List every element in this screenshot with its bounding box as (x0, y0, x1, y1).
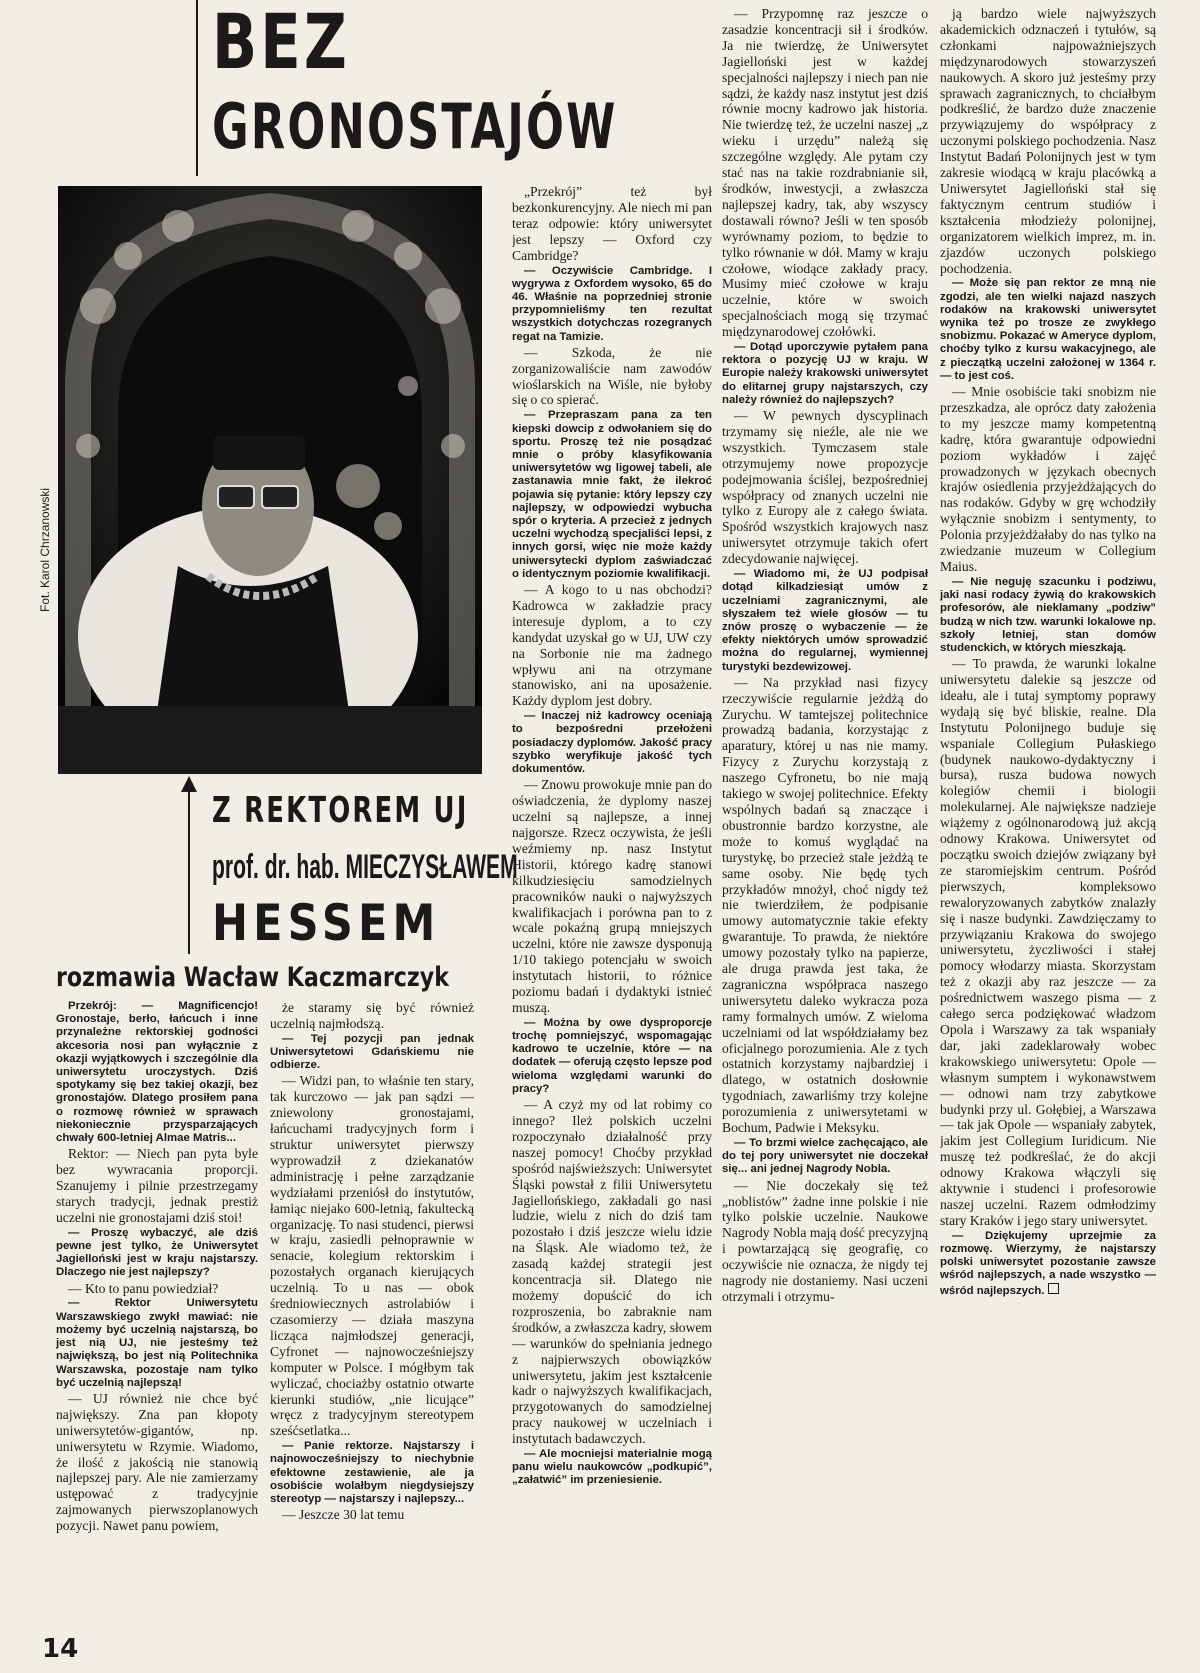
paragraph: — Wiadomo mi, że UJ podpisał dotąd kilkadziesiąt umów z uczelniami zagranicznymi, ale słyszałem też wiele głosów — tu znów proszę o wybaczenie — że efekty niektórych umów sprowadzić można do regularnej, wymiennej turystyki bezdewizowej. (722, 568, 928, 673)
paragraph: — Panie rektorze. Najstarszy i najnowocześniejszy to niechybnie efektowne zestawienie, ale ja osobiście wolałbym niegdysiejszy stereotyp — najstarszy i najlepszy... (270, 1440, 474, 1506)
arrow-line (188, 788, 190, 954)
paragraph: — Nie doczekały się też „noblistów” żadne inne polskie i nie tylko polskie uczelnie. Naukowe Nagrody Nobla mają dość precyzyjną i powtarzającą się geografię, co oczywiście nie oznacza, że nigdy tej nagrody nie dostaniemy. Nasi uczeni otrzymali i otrzymu- (722, 1177, 928, 1304)
paragraph: Rektor: — Niech pan pyta byle bez wywracania proporcji. Szanujemy i pilnie przestrzegamy starych tradycji, jednak prestiż uczelni nie gronostajami dziś stoi! (56, 1146, 258, 1225)
paragraph: — W pewnych dyscyplinach trzymamy się nieźle, ale nie we wszystkich. Tymczasem stale otrzymujemy nowe propozycje podejmowania ściślej, bezpośredniej współpracy od znanych uczelni nie tylko z Europy ale z całego świata. Spośród wszystkich krajowych nasz uniwersytet otrzymuje takich ofert zdecydowanie najwięcej. (722, 408, 928, 567)
column-3 (512, 184, 712, 1634)
paragraph: — Na przykład nasi fizycy rzeczywiście regularnie jeżdżą do Zurychu. W tamtejszej politechnice prowadzą badania, korzystając z aparatury, której u nas nie mamy. Fizycy z Zurychu korzystają z naszego Cyfronetu, bo nie mają takiego w swojej politechnice. Efekty wspólnych badań są znaczące i obustronnie bardzo korzystne, ale może to komuś wyglądać na turystykę, bo przecież stale jeżdżą te same osoby. Nie będę tych przykładów mnożył, choć nigdy też nie twierdziłem, że podpisanie umowy automatycznie takie efekty gwarantuje. To prawda, że niektóre umowy pozostały tylko na papierze, ale druga prawda jest taka, że zagraniczna współpraca naszego uniwersytetu daleko wykracza poza ramy formalnych umów. Z wieloma uczelniami od lat współdziałamy bez oficjalnego porozumienia. Ale z tych ostatnich korzystamy najbardziej i dlatego, w ostatnich dosłownie tygodniach, zawarliśmy trzy kolejne porozumienia z uniwersytetami w Bochum, Padwie i Meksyku. (722, 674, 928, 1136)
paragraph: — Oczywiście Cambridge. I wygrywa z Oxfordem wysoko, 65 do 46. Właśnie na poprzedniej stronie przypomnieliśmy ten rezultat wszystkich dotychczas rozegranych regat na Tamizie. (512, 264, 712, 343)
paragraph: — Znowu prowokuje mnie pan do oświadczenia, że dyplomy naszej uczelni są najlepsze, a innej najgorsze. Rzecz oczywista, że jeśli weźmiemy np. nasz Instytut Historii, którego kadrę stanowi kilkudziesięciu samodzielnych pracowników nauki o najwyższych kwalifikacjach i porówna pan to z wcale pokaźną grupą mniejszych uczelni, które nie zawsze dysponują 1/10 takiego potencjału w swoich instytutach historii, to różnice poziomu badań i dydaktyki istnieć muszą. (512, 777, 712, 1015)
end-mark-icon (1048, 1283, 1059, 1294)
paragraph: ją bardzo wiele najwyższych akademickich odznaczeń i tytułów, są członkami najpoważniejszych międzynarodowych stowarzyszeń naukowych. A skoro już jesteśmy przy sprawach zagranicznych, to chciałbym podkreślić, że bardzo duże znaczenie przywiązujemy do współpracy z uczonymi polskiego pochodzenia. Nasz Instytut Badań Polonijnych jest w tym zakresie wiodącą w kraju placówką a Uniwersytet Jagielloński stał się faktycznym centrum studiów i kształcenia młodzieży polonijnej, organizatorem wielkich imprez, m. in. zjazdów uczonych polskiego pochodzenia. (940, 6, 1156, 276)
rector-portrait-image (58, 186, 482, 774)
paragraph: — To brzmi wielce zachęcająco, ale do tej pory uniwersytet nie doczekał się... ani jednej Nagrody Nobla. (722, 1137, 928, 1176)
arrow-up-icon (181, 776, 197, 792)
paragraph: — Mnie osobiście taki snobizm nie przeszkadza, ale oprócz daty założenia to my jeszcze mamy kompetentną kadrę, która gwarantuje odpowiedni poziom wykładów i zajęć prowadzonych w językach obecnych krajów osiedlenia przyjeżdżających do nas rodaków. Gdyby w grę wchodziły wyłącznie snobizm i sentymenty, to Polonia przyjeżdżałaby do nas tylko na zwiedzanie muzeum w Collegium Maius. (940, 384, 1156, 574)
paragraph: — Ale mocniejsi materialnie mogą panu wielu naukowców „podkupić”, „załatwić” im przeniesienie. (512, 1448, 712, 1487)
rector-photo (58, 186, 482, 774)
paragraph: — Przepraszam pana za ten kiepski dowcip z odwołaniem się do sportu. Proszę też nie posądzać mnie o próby klasyfikowania uniwersytetów wg ligowej tabeli, ale zastanawia mnie fakt, że ilekroć pojawia się pytanie: który lepszy czy najlepszy, w odpowiedzi wybucha spór o kryteria. A przecież z jednych uczelni wychodzą specjaliści lepsi, z innych gorsi, więc nie może każdy uniwersytecki dyplom zaświadczać o identycznym poziomie kwalifikacji. (512, 409, 712, 580)
closing-text: — Dziękujemy uprzejmie za rozmowę. Wierzymy, że najstarszy polski uniwersytet pozostanie zawsze wśród najlepszych, a nade wszystko — wśród najlepszych. (940, 1229, 1156, 1297)
paragraph: — UJ również nie chce być największy. Zna pan kłopoty uniwersytetów-gigantów, np. uniwersytetu w Rzymie. Wiadomo, że ilość z jakością nie stanowią najlepszej pary. Ale nie zamierzamy ustępować z tradycyjnie zajmowanych pierwszoplanowych pozycji. Nawet panu powiem, (56, 1390, 258, 1534)
paragraph: — Kto to panu powiedział? (68, 1280, 219, 1296)
subtitle-line1: Z REKTOREM UJ (212, 790, 469, 831)
paragraph: „Przekrój” też był bezkonkurencyjny. Ale niech mi pan teraz odpowie: który uniwersytet jest lepszy — Oxford czy Cambridge? (512, 184, 712, 263)
column-5 (940, 6, 1156, 1632)
paragraph: — To prawda, że warunki lokalne uniwersytetu dalekie są jeszcze od ideału, ale i tutaj symptomy poprawy wydają się być bliskie, realne. Dla Instytutu Polonijnego buduje się wspaniale Collegium Pułaskiego (budynek naukowo-dydaktyczny i bursa), rusza budowa nowych kolegiów chemii i biologii molekularnej. Ale największe nadzieje wiążemy z ogólnonarodową już akcją odnowy Krakowa. Uniwersytet od początku swoich dziejów związany był ze staromiejskim centrum. Pośród pierwszych, kompleksowo rewaloryzowanych zabytków znalazły się i nasze budynki. Zawdzięczamy to przywiązaniu Krakowa do swojego uniwersytetu, życzliwości i stałej pomocy włodarzy miasta. Skorzystam też z okazji aby raz jeszcze — za pośrednictwem waszego pisma — z całego serca podziękować władzom Opola i Warszawy za tak wspaniały dar, jaki zadeklarowały wobec krakowskiego uniwersytetu: Opole — własnym sumptem i wykonawstwem — odnowi nam trzy zabytkowe budynki przy ul. Gołębiej, a Warszawa — tak jak Opole — wspaniały zabytek, jakim jest Collegium Iuridicum. Nie muszę też podkreślać, że do akcji odnowy Krakowa włączyli się aktywnie i studenci i profesorowie naszej uczelni. Razem odmłodzimy stary Kraków i jego stary uniwersytet. (940, 656, 1156, 1228)
paragraph: — Tej pozycji pan jednak Uniwersytetowi Gdańskiemu nie odbierze. (270, 1032, 474, 1072)
paragraph: — Dotąd uporczywie pytałem pana rektora o pozycję UJ w kraju. W Europie należy krakowski uniwersytet do elitarnej grupy najstarszych, czy należy również do najlepszych? (722, 341, 928, 406)
column-1 (56, 1000, 258, 1632)
paragraph: — Widzi pan, to właśnie ten stary, tak kurczowo — jak pan sądzi — zniewolony gronostajami, łańcuchami tradycyjnych form i struktur uniwersytet pierwszy wyprowadził z dziekanatów administrację i pełne zarządzanie wydziałami przeniósł do instytutów, łamiąc niejako 600-letnią, fakultecką organizację. To nasi studenci, pierwsi w kraju, zasiedli pełnoprawnie w senacie, kolegium rektorskim i pozostałych organach kierujących uczelnią. To u nas — obok średniowiecznych astrolabiów i czasomierzy — działa maszyna licząca najmłodszej generacji, Cyfronet — najnowocześniejszy komputer w Polsce. I mógłbym tak wyliczać, chociażby ostatnio otwarte kierunki studiów, „nie licujące” wręcz z tradycyjnym stereotypem sześćsetlatka... (270, 1073, 474, 1439)
photo-credit: Fot. Karol Chrzanowski (38, 487, 52, 612)
paragraph: Przekrój: — Magnificencjo! Gronostaje, berło, łańcuch i inne przynależne rektorskiej godności akcesoria nosi pan wyłącznie z okazji wyjątkowych i szczególnie dla uniwersytetu uroczystych. Dziś spotykamy się bez takiej okazji, bez gronostajów. Dlatego prosiłem pana o rozmowę również w sprawach niekoniecznie przysparzających chwały 600-letniej Almae Matris... (56, 1000, 258, 1145)
column-2 (270, 1000, 474, 1632)
page-number: 14 (42, 1634, 79, 1664)
paragraph: — Inaczej niż kadrowcy oceniają to bezpośredni przełożeni posiadaczy dyplomów. Jakość pracy szybko weryfikuje jakość tych dokumentów. (512, 710, 712, 776)
paragraph: — Można by owe dysproporcje trochę pomniejszyć, wspomagając kadrowo te uczelnie, które — na dodatek — oferują często lepsze pod wieloma względami warunki do pracy? (512, 1016, 712, 1095)
headline-line1: BEZ (212, 0, 351, 86)
paragraph: — Nie neguję szacunku i podziwu, jaki nasi rodacy żywią do krakowskich profesorów, ale nieklamany „podziw” budzą w nich tzw. warunki lokalowe np. szkoły letniej, stan domów studenckich, w których mieszkają. (940, 575, 1156, 654)
paragraph: — A czyż my od lat robimy co innego? Ileż polskich uczelni rozpoczynało działalność przy naszej pomocy! Choćby przykład spośród najświeższych: Uniwersytet Śląski powstał z filii Uniwersytetu Jagiellońskiego, zakładali go nasi ludzie, wielu z nich do dziś tam pozostało i dziś jeszcze wielu idzie na Śląsk. Ale wiadomo też, że zasadą każdej strategii jest koncentracja sił. Dlatego nie możemy dopuścić do ich rozproszenia, bo zabraknie nam środków, a zwłaszcza kadry, słowem — warunków do spełniania jednego z najpierwszych obowiązków uniwersytetu, jakim jest kształcenie kadr o najwyższych kwalifikacjach, przygotowanych do samodzielnej pracy naukowej w uczelniach i instytutach badawczych. (512, 1097, 712, 1447)
headline-rule (196, 0, 198, 176)
paragraph: — Może się pan rektor ze mną nie zgodzi, ale ten wielki najazd naszych rodaków na krakowski uniwersytet wynika też po trosze ze zwykłego snobizmu. Pokazać w Ameryce dyplom, choćby tylko z kursu wakacyjnego, ale z pieczątką uczelni założonej w 1364 r. — to jest coś. (940, 277, 1156, 382)
headline-line2: GRONOSTAJÓW (212, 90, 618, 163)
paragraph: — Rektor Uniwersytetu Warszawskiego zwykł mawiać: nie możemy być uczelnią najstarszą, bo jest nią UJ, nie jesteśmy też największą, bo jest nią Politechnika Warszawska, pozostaje nam tylko być uczelnią najlepszą! (56, 1297, 258, 1389)
subtitle-line2: prof. dr. hab. MIECZYSŁAWEM (212, 848, 518, 886)
column-4 (722, 6, 928, 1632)
paragraph: — Proszę wybaczyć, ale dziś pewne jest tylko, że Uniwersytet Jagielloński jest w kraju najstarszy. Dlaczego nie jest najlepszy? (56, 1226, 258, 1279)
paragraph: — Przypomnę raz jeszcze o zasadzie koncentracji sił i środków. Ja nie twierdzę, że Uniwersytet Jagielloński jest w każdej specjalności najlepszy i niech pan nie sądzi, że każdy nasz instytut jest dziś równie mocny kadrowo jak historia. Nie twierdzę też, że uczelni naszej „z wieku i urzędu” należą się szczególne względy. Ale pytam czy stać nas na takie rozdrabnianie sił, środków, inwestycji, a zwłaszcza najlepszej kadry, tak, aby wszyscy dostawali równo? Jeśli w ten sposób wyrównamy poziom, to będzie to tylko równanie w dół. Mamy w kraju czołowe, wiodące zakłady pracy. Musimy mieć czołowe w kraju uczelnie, które w swoich specjalnościach mogą się trzymać międzynarodowej czołówki. (722, 6, 928, 340)
subtitle-line3: HESSEM (212, 894, 441, 952)
paragraph: — Szkoda, że nie zorganizowaliście nam zawodów wioślarskich na Wiśle, nie byłoby się o co spierać. (512, 344, 712, 408)
paragraph: że staramy się być również uczelnią najmłodszą. (270, 1000, 474, 1031)
paragraph: — A kogo to u nas obchodzi? Kadrowca w zakładzie pracy interesuje dyplom, a to czy kandydat uzyskał go w UJ, UW czy na Sorbonie nie ma żadnego wpływu ani na otrzymane stanowisko, ani na uposażenie. Każdy dyplom jest dobry. (512, 582, 712, 709)
byline: rozmawia Wacław Kaczmarczyk (56, 962, 449, 993)
paragraph-final (940, 1230, 1156, 1298)
paragraph: — Jeszcze 30 lat temu (282, 1507, 405, 1523)
